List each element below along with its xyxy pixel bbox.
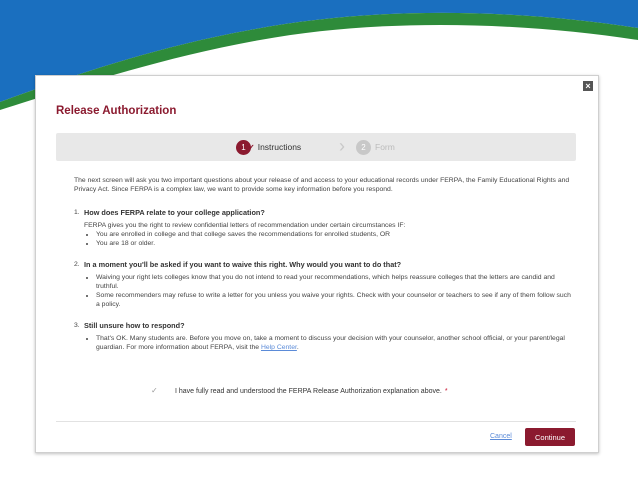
bullet-text: That's OK. Many students are. Before you move on, take a moment to discuss your decision with your counselor, another school official, or your parent/legal guardian. For more information about FERPA, visit the	[96, 335, 565, 351]
question-lead: FERPA gives you the right to review confidential letters of recommendation under certain circumstances IF:	[84, 222, 406, 229]
instructions-content	[74, 176, 574, 364]
question-1-body	[84, 221, 574, 248]
step-label-instructions: Instructions	[257, 142, 302, 152]
help-center-link[interactable]: Help Center	[260, 344, 297, 351]
question-3	[74, 321, 574, 330]
step-number-2: 2	[356, 140, 371, 155]
step-form	[356, 139, 395, 155]
bullet-list	[84, 334, 574, 352]
question-1	[74, 208, 574, 217]
modal-title: Release Authorization	[56, 105, 177, 117]
release-authorization-modal	[35, 75, 599, 453]
checkmark-icon: ✓	[248, 142, 255, 152]
question-2-body	[84, 273, 574, 309]
bullet-suffix: .	[296, 344, 299, 351]
bullet-list	[84, 230, 574, 248]
agreement-row	[151, 387, 448, 395]
step-instructions	[236, 139, 301, 155]
footer-divider	[56, 421, 576, 422]
agree-checkbox[interactable]: ✓	[151, 386, 158, 395]
continue-button[interactable]: Continue	[525, 428, 575, 446]
question-number: 1.	[74, 209, 80, 216]
list-item: • Waiving your right lets colleges know that you do not intend to read your recommendations, which helps reassure colleges that the letters are candid and truthful.	[96, 273, 574, 291]
list-item	[96, 334, 574, 352]
list-item: • You are 18 or older.	[96, 239, 574, 248]
required-mark: *	[444, 387, 448, 395]
list-item: • You are enrolled in college and that college saves the recommendations for enrolled students, OR	[96, 230, 574, 239]
step-label-form: Form	[375, 142, 395, 152]
step-progress-bar	[56, 133, 576, 161]
question-2	[74, 260, 574, 269]
question-3-body	[84, 334, 574, 352]
question-number: 2.	[74, 261, 80, 268]
question-title: How does FERPA relate to your college application?	[84, 208, 265, 217]
intro-text: The next screen will ask you two important questions about your release of and access to your educational records under FERPA, the Family Educational Rights and Privacy Act. Since FERPA is a complex law, we want to provide some key information before you respond.	[74, 177, 570, 193]
agree-label: I have fully read and understood the FERPA Release Authorization explanation above.	[175, 387, 442, 395]
question-title: Still unsure how to respond?	[84, 321, 185, 330]
chevron-right-icon: ›	[339, 136, 345, 156]
question-number: 3.	[74, 322, 80, 329]
list-item: • Some recommenders may refuse to write a letter for you unless you waive your rights. Check with your counselor or teachers to see if any of them follow such a policy.	[96, 291, 574, 309]
step-number-1: 1	[236, 140, 251, 155]
close-icon[interactable]: ×	[583, 81, 593, 91]
bullet-list	[84, 273, 574, 309]
question-title: In a moment you'll be asked if you want to waive this right. Why would you want to do that?	[84, 260, 402, 269]
cancel-button[interactable]: Cancel	[490, 433, 512, 440]
